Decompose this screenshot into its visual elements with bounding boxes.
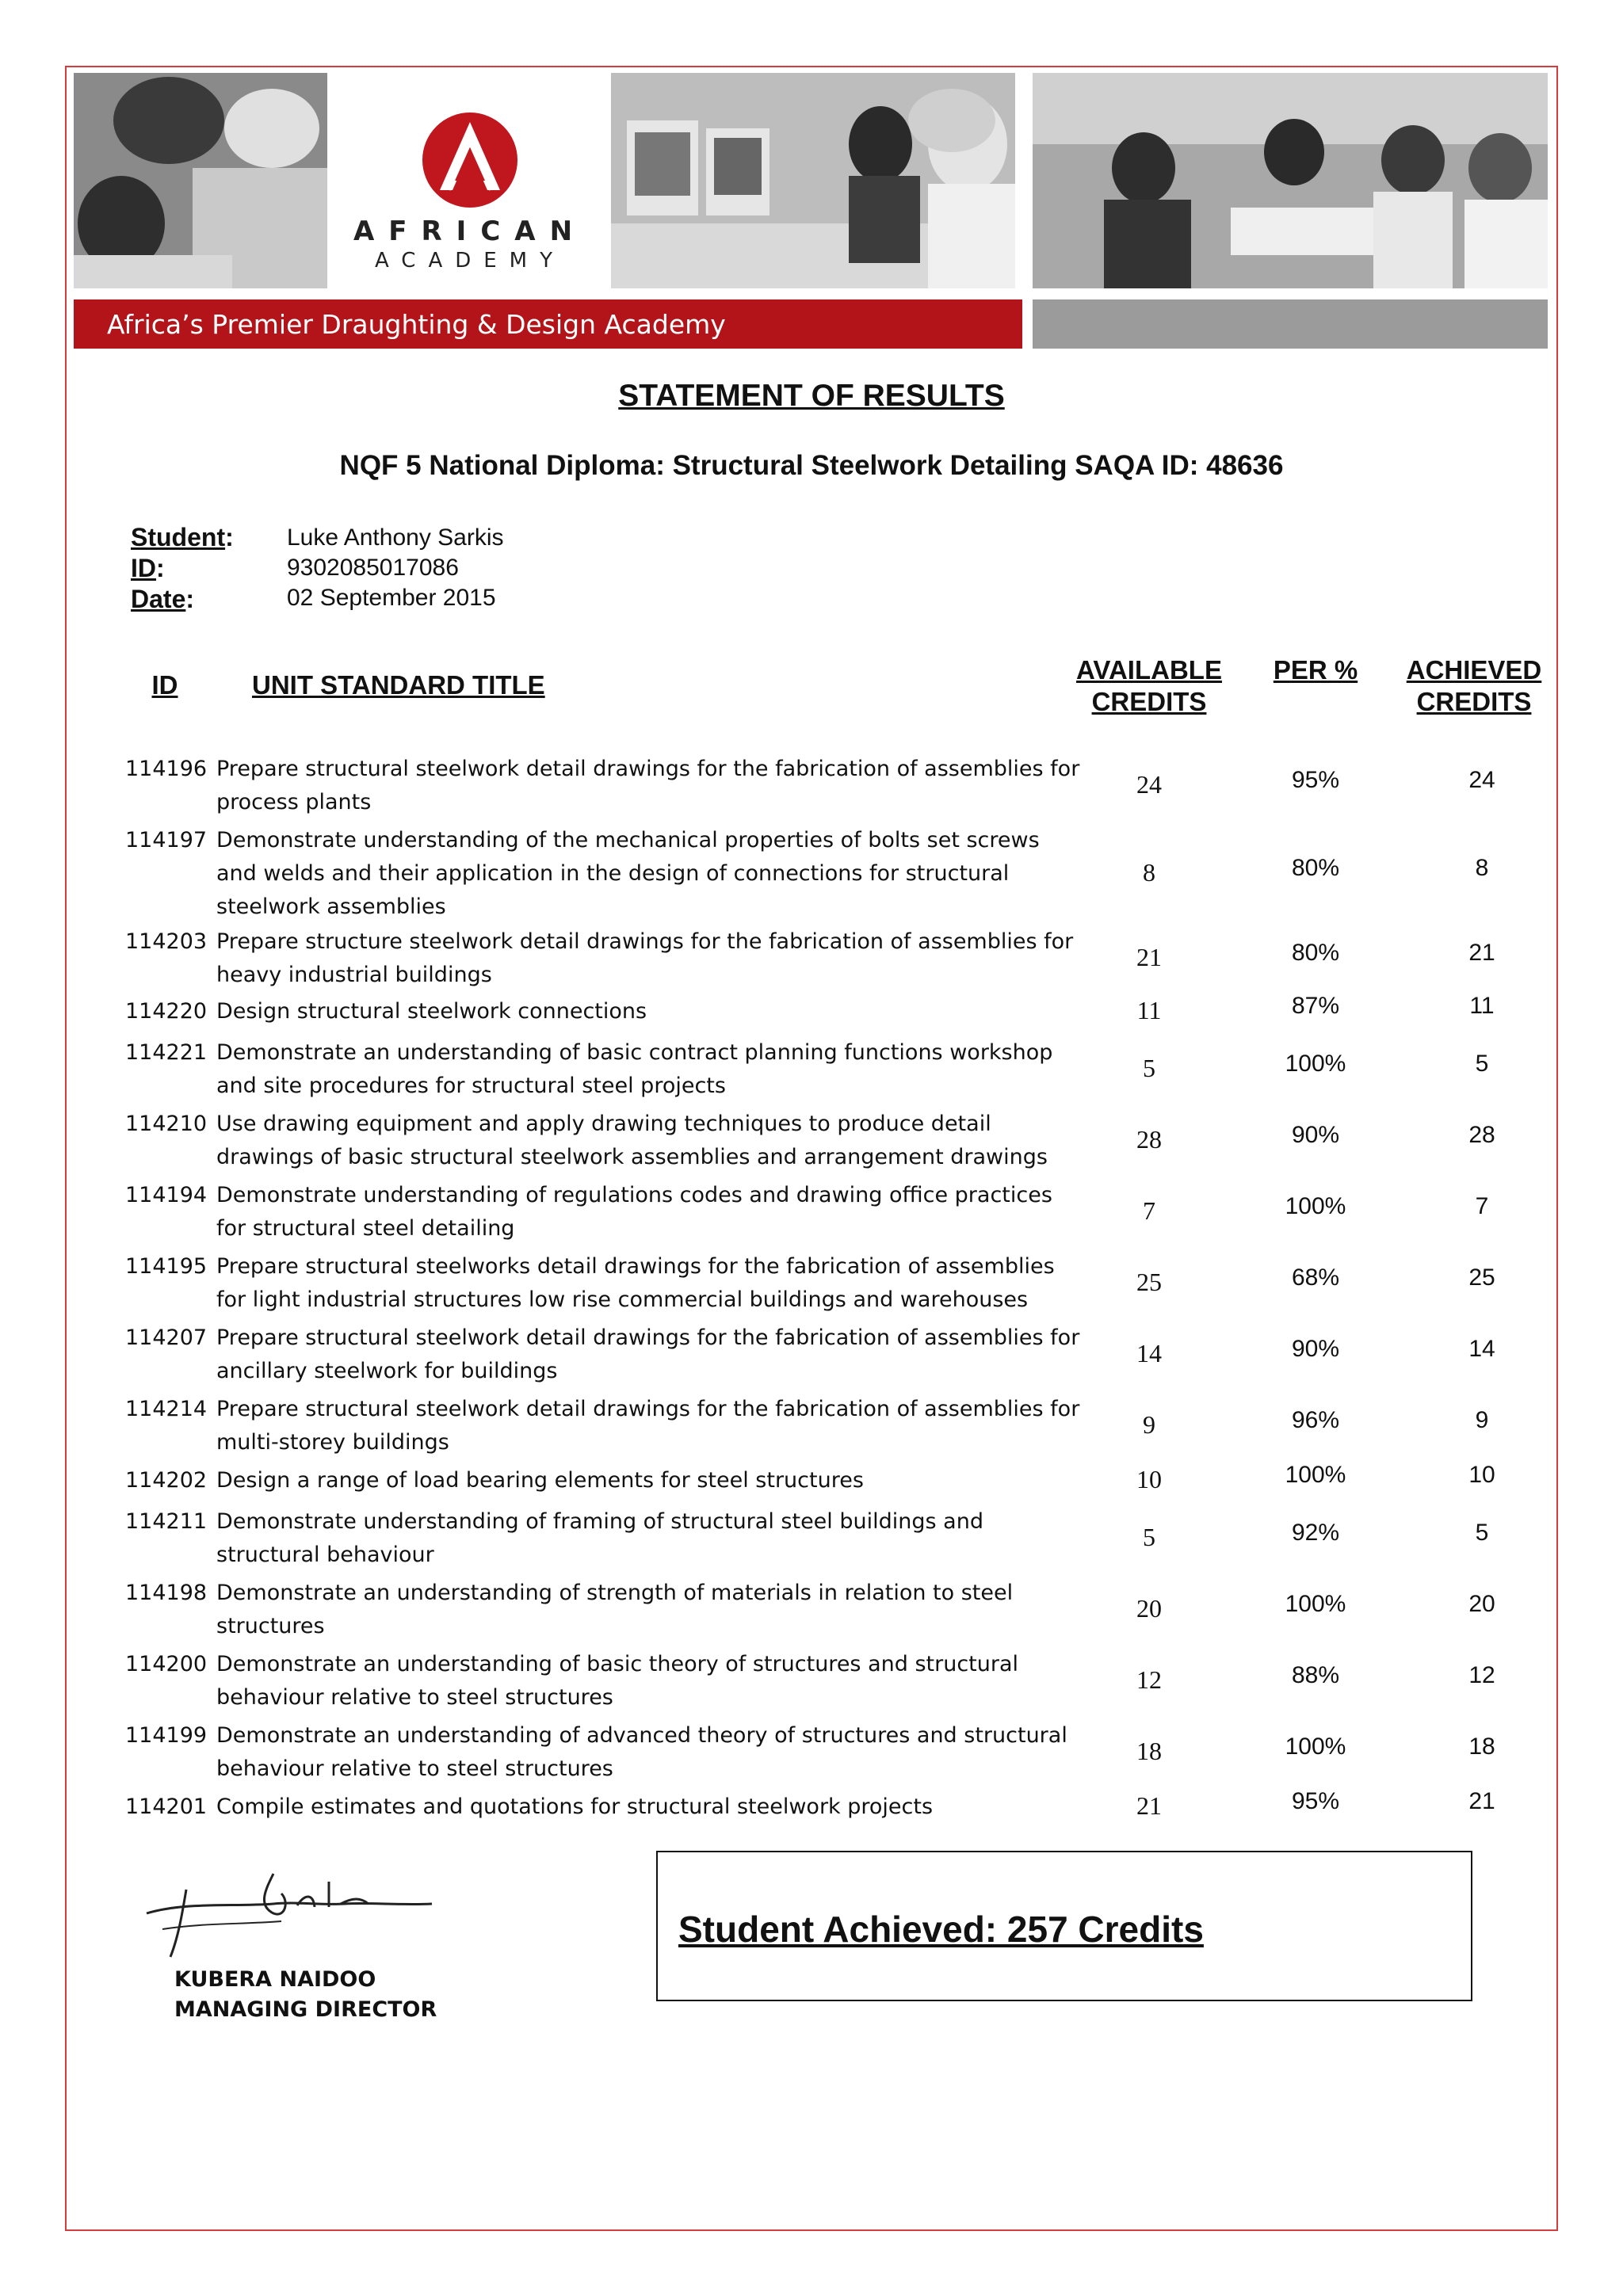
available-credits: 21 (1136, 1791, 1162, 1820)
available-credits: 28 (1136, 1125, 1162, 1154)
available-credits: 20 (1136, 1594, 1162, 1623)
unit-title: Prepare structural steelworks detail drawings for the fabrication of assemblies for light industrial structures low rise commercial buildings and warehouses (216, 1254, 1055, 1312)
header-achieved: ACHIEVED CREDITS (1406, 655, 1542, 716)
unit-title: Demonstrate an understanding of strength of materials in relation to steel structures (216, 1581, 1014, 1638)
tagline: Africa’s Premier Draughting & Design Academy (107, 309, 726, 340)
unit-id: 114210 (125, 1112, 208, 1136)
percentage: 100% (1285, 1733, 1346, 1760)
achieved-credits: 11 (1469, 993, 1495, 1019)
date-label: Date: (131, 585, 195, 613)
header-per: PER % (1273, 655, 1358, 685)
percentage: 80% (1291, 855, 1340, 881)
achieved-credits: 7 (1475, 1193, 1489, 1219)
unit-id: 114201 (125, 1794, 208, 1819)
unit-id: 114207 (125, 1325, 208, 1350)
achieved-credits: 21 (1468, 940, 1495, 966)
percentage: 100% (1285, 1462, 1346, 1488)
available-credits: 10 (1136, 1465, 1162, 1493)
percentage: 90% (1291, 1122, 1340, 1148)
percentage: 95% (1291, 767, 1340, 793)
percentage: 100% (1285, 1591, 1346, 1617)
achieved-credits: 5 (1475, 1051, 1489, 1077)
signatory-name: KUBERA NAIDOO (174, 1967, 376, 1992)
unit-id: 114221 (125, 1040, 208, 1065)
statement-date: 02 September 2015 (287, 585, 496, 611)
unit-title: Prepare structural steelwork detail drawings for the fabrication of assemblies for process plants (216, 757, 1080, 814)
page-title: STATEMENT OF RESULTS (618, 379, 1005, 413)
percentage: 87% (1291, 993, 1340, 1019)
unit-id: 114200 (125, 1652, 208, 1676)
unit-id: 114199 (125, 1723, 208, 1748)
total-credits: Student Achieved: 257 Credits (678, 1909, 1204, 1950)
unit-id: 114203 (125, 929, 208, 954)
header-available: AVAILABLE CREDITS (1076, 655, 1222, 716)
computer-lab-photo (611, 73, 1015, 288)
unit-title: Design structural steelwork connections (216, 999, 647, 1024)
achieved-credits: 12 (1468, 1662, 1495, 1688)
percentage: 80% (1291, 940, 1340, 966)
student-name: Luke Anthony Sarkis (287, 524, 504, 551)
unit-title: Demonstrate an understanding of advanced theory of structures and structural behaviour relative to steel structures (216, 1723, 1067, 1781)
student-id: 9302085017086 (287, 555, 459, 581)
achieved-credits: 20 (1468, 1591, 1495, 1617)
percentage: 100% (1285, 1051, 1346, 1077)
academy-logo (335, 73, 605, 288)
signatory (174, 1965, 437, 2025)
available-credits: 21 (1136, 943, 1162, 971)
unit-id: 114220 (125, 999, 208, 1024)
percentage: 100% (1285, 1193, 1346, 1219)
unit-id: 114197 (125, 828, 208, 852)
unit-title: Demonstrate an understanding of basic contract planning functions workshop and site procedures for structural steel projects (216, 1040, 1053, 1098)
unit-id: 114198 (125, 1581, 208, 1605)
available-credits: 12 (1136, 1665, 1162, 1694)
achieved-credits: 5 (1475, 1520, 1489, 1546)
student-label: Student: (131, 523, 234, 551)
available-credits: 18 (1136, 1737, 1162, 1765)
achieved-credits: 8 (1475, 855, 1489, 881)
percentage: 90% (1291, 1336, 1340, 1362)
unit-id: 114214 (125, 1397, 208, 1421)
id-label: ID: (131, 554, 165, 582)
unit-title: Compile estimates and quotations for structural steelwork projects (216, 1794, 934, 1819)
unit-title: Demonstrate understanding of the mechanical properties of bolts set screws and welds and their application in the design of connections for structural steelwork assemblies (216, 828, 1040, 919)
qualification-title: NQF 5 National Diploma: Structural Steelwork Detailing SAQA ID: 48636 (339, 450, 1284, 481)
available-credits: 11 (1136, 996, 1162, 1024)
percentage: 95% (1291, 1788, 1340, 1814)
unit-title: Demonstrate understanding of framing of structural steel buildings and structural behaviour (216, 1509, 983, 1567)
grey-bar (1033, 299, 1548, 349)
available-credits: 5 (1143, 1054, 1155, 1082)
unit-id: 114202 (125, 1468, 208, 1493)
unit-title: Design a range of load bearing elements for steel structures (216, 1468, 864, 1493)
percentage: 92% (1291, 1520, 1340, 1546)
achieved-credits: 10 (1468, 1462, 1495, 1488)
unit-title: Use drawing equipment and apply drawing techniques to produce detail drawings of basic structural steelwork assemblies and arrangement drawings (216, 1112, 1048, 1169)
achieved-credits: 28 (1468, 1122, 1495, 1148)
tagline-bar (74, 299, 1022, 349)
achieved-credits: 24 (1468, 767, 1495, 793)
header-unit-title: UNIT STANDARD TITLE (252, 670, 545, 700)
unit-id: 114194 (125, 1183, 208, 1207)
unit-title: Prepare structure steelwork detail drawings for the fabrication of assemblies for heavy industrial buildings (216, 929, 1074, 987)
signatory-role: MANAGING DIRECTOR (174, 1997, 437, 2022)
achieved-credits: 14 (1468, 1336, 1495, 1362)
logo-subtitle: ACADEMY (374, 249, 566, 273)
group-study-photo (1033, 73, 1548, 288)
header-id: ID (151, 670, 178, 700)
available-credits: 7 (1143, 1196, 1155, 1225)
available-credits: 8 (1143, 858, 1155, 887)
available-credits: 5 (1143, 1523, 1155, 1551)
unit-id: 114195 (125, 1254, 208, 1279)
percentage: 88% (1291, 1662, 1340, 1688)
logo-title: AFRICAN (353, 215, 587, 247)
available-credits: 9 (1143, 1410, 1155, 1439)
achieved-credits: 18 (1468, 1733, 1495, 1760)
available-credits: 25 (1136, 1268, 1162, 1296)
unit-id: 114196 (125, 757, 208, 781)
unit-title: Prepare structural steelwork detail drawings for the fabrication of assemblies for multi-storey buildings (216, 1397, 1080, 1455)
achieved-credits: 9 (1475, 1407, 1489, 1433)
unit-id: 114211 (125, 1509, 208, 1534)
unit-title: Demonstrate an understanding of basic theory of structures and structural behaviour relative to steel structures (216, 1652, 1019, 1710)
achieved-credits: 25 (1468, 1264, 1495, 1291)
percentage: 68% (1291, 1264, 1340, 1291)
header-banner (74, 73, 1548, 354)
available-credits: 14 (1136, 1339, 1162, 1367)
available-credits: 24 (1136, 770, 1162, 799)
unit-title: Prepare structural steelwork detail drawings for the fabrication of assemblies for ancillary steelwork for buildings (216, 1325, 1080, 1383)
unit-title: Demonstrate understanding of regulations codes and drawing office practices for structural steel detailing (216, 1183, 1052, 1241)
total-credits-box (656, 1851, 1472, 2001)
achieved-credits: 21 (1468, 1788, 1495, 1814)
students-photo (74, 73, 327, 288)
percentage: 96% (1291, 1407, 1340, 1433)
